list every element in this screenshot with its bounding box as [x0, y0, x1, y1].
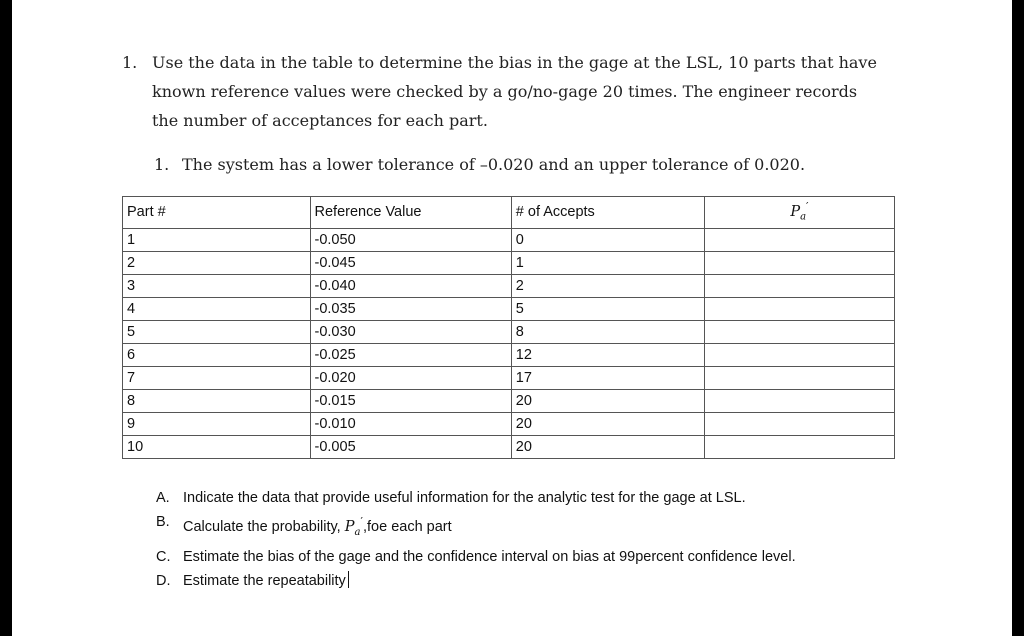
table-row — [123, 389, 895, 412]
pa-inline-main: P — [344, 518, 355, 535]
cell-accepts: 20 — [511, 389, 704, 412]
question-c — [156, 545, 796, 569]
question-d-text-content: Estimate the repeatability — [183, 572, 346, 589]
sub-item-text: The system has a lower tolerance of –0.020 and an upper tolerance of 0.020. — [182, 155, 806, 174]
sub-item-number: 1. — [154, 155, 170, 174]
cell-part: 2 — [123, 251, 311, 274]
question-a-letter: A. — [156, 490, 170, 506]
pa-subscript: a — [800, 211, 807, 223]
cell-part: 10 — [123, 435, 311, 458]
table-row — [123, 251, 895, 274]
cell-reference-value: -0.045 — [310, 251, 511, 274]
document-page — [12, 0, 1012, 636]
text-cursor — [348, 571, 349, 588]
question-b-letter: B. — [156, 514, 170, 530]
cell-reference-value: -0.050 — [310, 228, 511, 251]
question-number: 1. — [122, 53, 138, 72]
cell-part: 7 — [123, 366, 311, 389]
table-row — [123, 297, 895, 320]
cell-reference-value: -0.035 — [310, 297, 511, 320]
cell-reference-value: -0.030 — [310, 320, 511, 343]
pa-inline-sub: a — [354, 526, 361, 538]
cell-pa — [704, 274, 894, 297]
cell-accepts: 1 — [511, 251, 704, 274]
question-a-text: Indicate the data that provide useful information for the analytic test for the gage at LSL. — [183, 490, 746, 506]
cell-part: 5 — [123, 320, 311, 343]
question-d[interactable] — [156, 569, 796, 593]
question-a — [156, 486, 796, 510]
cell-pa — [704, 228, 894, 251]
cell-accepts: 17 — [511, 366, 704, 389]
data-table — [122, 196, 895, 459]
question-b — [156, 510, 796, 545]
header-part: Part # — [123, 197, 311, 229]
pa-inline-symbol — [344, 515, 363, 538]
cell-reference-value: -0.005 — [310, 435, 511, 458]
cell-accepts: 0 — [511, 228, 704, 251]
table-row — [123, 366, 895, 389]
table-row — [123, 320, 895, 343]
question-b-text-before: Calculate the probability, — [183, 518, 345, 535]
question-text: Use the data in the table to determine the bias in the gage at the LSL, 10 parts that have known reference values were checked by a go/no-gage 20 times. The engineer records the number of acceptances for each part. — [152, 53, 877, 130]
cell-accepts: 20 — [511, 435, 704, 458]
cell-pa — [704, 366, 894, 389]
question-d-text[interactable] — [183, 569, 349, 593]
table-row — [123, 274, 895, 297]
cell-accepts: 2 — [511, 274, 704, 297]
question-c-text: Estimate the bias of the gage and the confidence interval on bias at 99percent confidence level. — [183, 548, 796, 565]
sub-item-1 — [154, 150, 805, 179]
pa-symbol: P — [790, 203, 801, 220]
pa-inline-prime: ′ — [360, 515, 363, 528]
cell-reference-value: -0.025 — [310, 343, 511, 366]
header-reference-value: Reference Value — [310, 197, 511, 229]
table-row — [123, 412, 895, 435]
header-accepts: # of Accepts — [511, 197, 704, 229]
header-pa — [704, 197, 894, 229]
table-row — [123, 228, 895, 251]
cell-pa — [704, 343, 894, 366]
table-header-row — [123, 197, 895, 229]
cell-part: 9 — [123, 412, 311, 435]
question-b-content — [183, 510, 452, 545]
cell-reference-value: -0.010 — [310, 412, 511, 435]
cell-accepts: 12 — [511, 343, 704, 366]
table-row — [123, 343, 895, 366]
table-body — [123, 228, 895, 458]
question-c-letter: C. — [156, 548, 171, 565]
cell-part: 1 — [123, 228, 311, 251]
cell-pa — [704, 435, 894, 458]
question-b-text-after: ,foe each part — [362, 518, 452, 535]
cell-accepts: 20 — [511, 412, 704, 435]
cell-accepts: 8 — [511, 320, 704, 343]
pa-prime: ′ — [806, 200, 809, 213]
cell-pa — [704, 389, 894, 412]
table-row — [123, 435, 895, 458]
cell-pa — [704, 297, 894, 320]
cell-reference-value: -0.020 — [310, 366, 511, 389]
cell-accepts: 5 — [511, 297, 704, 320]
cell-part: 4 — [123, 297, 311, 320]
cell-pa — [704, 412, 894, 435]
cell-part: 8 — [123, 389, 311, 412]
question-d-letter: D. — [156, 572, 171, 589]
cell-pa — [704, 251, 894, 274]
cell-reference-value: -0.015 — [310, 389, 511, 412]
cell-part: 6 — [123, 343, 311, 366]
cell-part: 3 — [123, 274, 311, 297]
question-list — [156, 486, 796, 593]
cell-pa — [704, 320, 894, 343]
cell-reference-value: -0.040 — [310, 274, 511, 297]
